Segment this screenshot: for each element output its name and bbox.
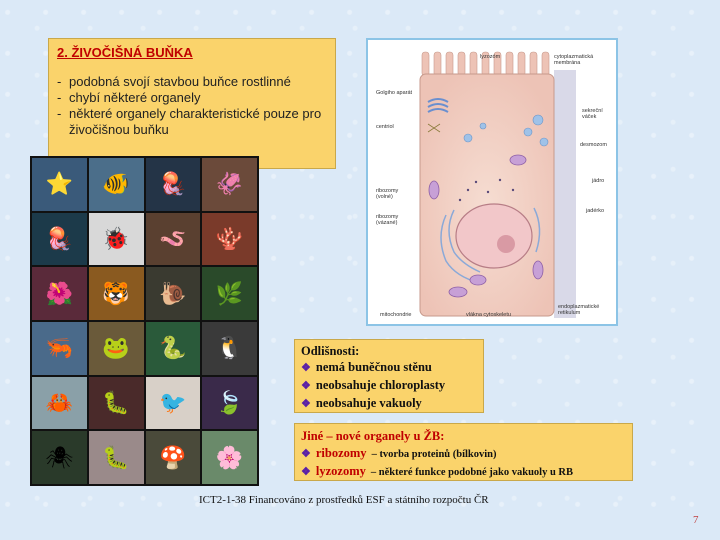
animal-photo-mosaic (30, 156, 259, 486)
difference-item: ❖ neobsahuje vakuoly (301, 395, 477, 413)
difference-item: ❖ neobsahuje chloroplasty (301, 377, 477, 395)
label-bound-ribosomes: ribozomy (vázané) (376, 214, 399, 226)
label-lyzozom: lyzozóm (480, 54, 501, 60)
animal-photo (32, 377, 87, 430)
animal-photo (32, 213, 87, 266)
title-box (48, 38, 336, 169)
diamond-bullet-icon: ❖ (301, 362, 311, 374)
intro-item: - podobná svojí stavbou buňce rostlinné (57, 74, 327, 90)
cell-illustration (368, 40, 616, 324)
new-organelles-box (294, 423, 633, 481)
frog-icon: 🐸 (102, 335, 130, 361)
fish-icon: 🐠 (102, 171, 130, 197)
animal-photo (32, 267, 87, 320)
coral-icon: 🪸 (215, 225, 244, 251)
snail-icon: 🐌 (159, 280, 187, 306)
diamond-bullet-icon: ❖ (301, 380, 311, 392)
penguin-icon: 🐧 (215, 335, 244, 361)
plant-icon: 🌿 (215, 280, 244, 306)
animal-photo (146, 322, 201, 375)
diamond-bullet-icon: ❖ (301, 466, 311, 478)
label-nucleus: jádro (592, 178, 605, 184)
animal-photo (146, 158, 201, 211)
tiger-icon: 🐯 (102, 280, 130, 306)
label-cytoskeleton: vlákna cytoskeletu (466, 312, 511, 318)
flower-icon: 🌸 (215, 444, 244, 470)
label-mitochondria: mitochondrie (380, 312, 412, 318)
leaf-icon: 🍃 (215, 389, 244, 415)
animal-photo (146, 377, 201, 430)
intro-item: - chybí některé organely (57, 90, 327, 106)
starfish-icon: ⭐ (45, 171, 74, 197)
mushroom-icon: 🍄 (159, 444, 187, 470)
spider-icon: 🕷 (45, 444, 74, 470)
animal-photo (202, 267, 257, 320)
slug-icon: 🐛 (102, 389, 130, 415)
squid-icon: 🦑 (215, 171, 244, 197)
animal-photo (146, 213, 201, 266)
page-number: 7 (693, 514, 699, 526)
animal-photo (202, 322, 257, 375)
animal-photo (89, 431, 144, 484)
difference-item: ❖ nemá buněčnou stěnu (301, 359, 477, 377)
bird-icon: 🐦 (159, 389, 187, 415)
animal-photo (89, 267, 144, 320)
animal-photo (32, 322, 87, 375)
organelle-item: ❖ ribozomy – tvorba proteinů (bílkovin) (301, 445, 626, 463)
animal-photo (89, 322, 144, 375)
organelle-item: ❖ lyzozomy – některé funkce podobné jako vakuoly u RB (301, 463, 626, 481)
label-er: endoplazmatické retikulum (558, 304, 600, 316)
differences-box (294, 339, 484, 413)
diamond-bullet-icon: ❖ (301, 448, 311, 460)
label-desmosome: desmozom (580, 142, 607, 148)
label-nucleolus: jadérko (586, 208, 605, 214)
label-golgi: Golgiho aparát (376, 90, 413, 96)
animal-cell-diagram (366, 38, 618, 326)
animal-photo (202, 158, 257, 211)
slide-title: 2. ŽIVOČIŠNÁ BUŇKA (57, 45, 193, 60)
jellyfish-icon: 🪼 (45, 225, 74, 251)
intro-list (57, 74, 327, 138)
animal-photo (89, 213, 144, 266)
label-free-ribosomes: ribozomy (volné) (376, 188, 399, 200)
new-organelles-heading: Jiné – nové organely u ŽB: (301, 429, 445, 443)
animal-photo (202, 377, 257, 430)
diamond-bullet-icon: ❖ (301, 398, 311, 410)
crab-icon: 🦀 (45, 389, 74, 415)
isopod-icon: 🦐 (45, 335, 74, 361)
sea-anemone-icon: 🌺 (45, 280, 74, 306)
beetle-icon: 🐞 (102, 225, 130, 251)
worm-icon: 🪱 (159, 225, 187, 251)
animal-photo (32, 158, 87, 211)
eel-icon: 🐍 (159, 335, 187, 361)
animal-photo (89, 158, 144, 211)
label-secretory-vesicle: sekreční váček (582, 108, 603, 120)
differences-heading: Odlišnosti: (301, 344, 360, 358)
label-membrane: cytoplazmatická membrána (554, 54, 594, 66)
jellyfish-icon: 🪼 (159, 171, 187, 197)
animal-photo (32, 431, 87, 484)
animal-photo (202, 213, 257, 266)
caterpillar-icon: 🐛 (102, 444, 130, 470)
animal-photo (89, 377, 144, 430)
animal-photo (202, 431, 257, 484)
intro-item: - některé organely charakteristické pouze pro živočišnou buňku (57, 106, 327, 138)
animal-photo (146, 431, 201, 484)
label-centriol: centriol (376, 124, 394, 130)
animal-photo (146, 267, 201, 320)
funding-footer: ICT2-1-38 Financováno z prostředků ESF a státního rozpočtu ČR (199, 494, 489, 506)
